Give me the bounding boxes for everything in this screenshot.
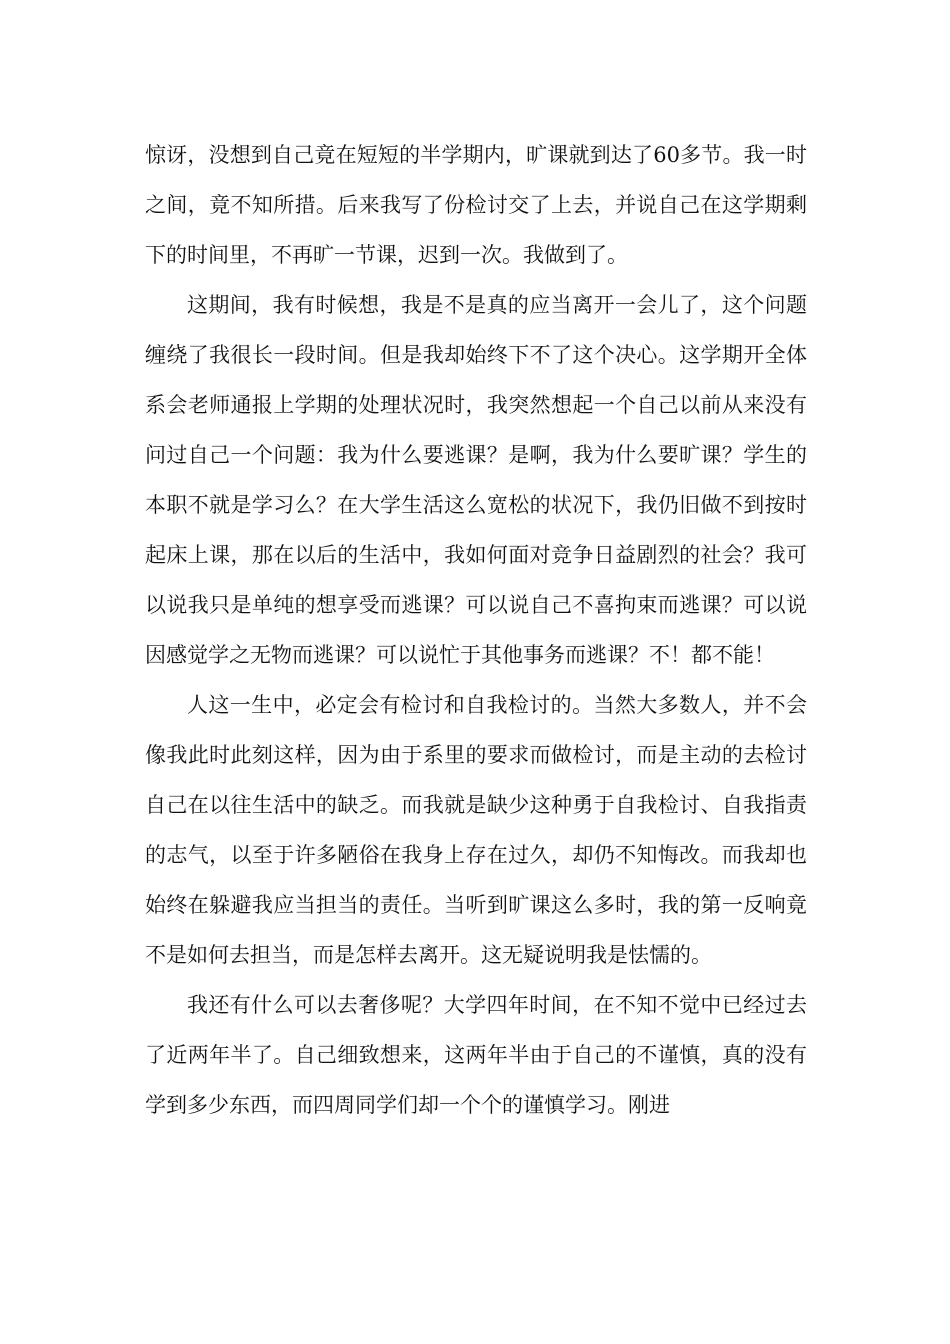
paragraph-1: 惊讶，没想到自己竟在短短的半学期内，旷课就到达了60多节。我一时之间，竟不知所措。后来我写了份检讨交了上去，并说自己在这学期剩下的时间里，不再旷一节课，迟到一次。我做到了。 xyxy=(145,143,807,267)
paragraph-2: 这期间，我有时候想，我是不是真的应当离开一会儿了，这个问题缠绕了我很长一段时间。但是我却始终下不了这个决心。这学期开全体系会老师通报上学期的处理状况时，我突然想起一个自己以前从来没有问过自己一个问题：我为什么要逃课？是啊，我为什么要旷课？学生的本职不就是学习么？在大学生活这么宽松的状况下，我仍旧做不到按时起床上课，那在以后的生活中，我如何面对竞争日益剧烈的社会？我可以说我只是单纯的想享受而逃课？可以说自己不喜拘束而逃课？可以说因感觉学之无物而逃课？可以说忙于其他事务而逃课？不！都不能！ xyxy=(145,293,807,667)
document-body xyxy=(145,130,807,1130)
paragraph-3: 人这一生中，必定会有检讨和自我检讨的。当然大多数人，并不会像我此时此刻这样，因为由于系里的要求而做检讨，而是主动的去检讨自己在以往生活中的缺乏。而我就是缺少这种勇于自我检讨、自我指责的志气，以至于许多陋俗在我身上存在过久，却仍不知悔改。而我却也始终在躲避我应当担当的责任。当听到旷课这么多时，我的第一反响竟不是如何去担当，而是怎样去离开。这无疑说明我是怯懦的。 xyxy=(145,693,807,967)
paragraph-4: 我还有什么可以去奢侈呢？大学四年时间，在不知不觉中已经过去了近两年半了。自己细致想来，这两年半由于自己的不谨慎，真的没有学到多少东西，而四周同学们却一个个的谨慎学习。刚进 xyxy=(145,993,807,1117)
